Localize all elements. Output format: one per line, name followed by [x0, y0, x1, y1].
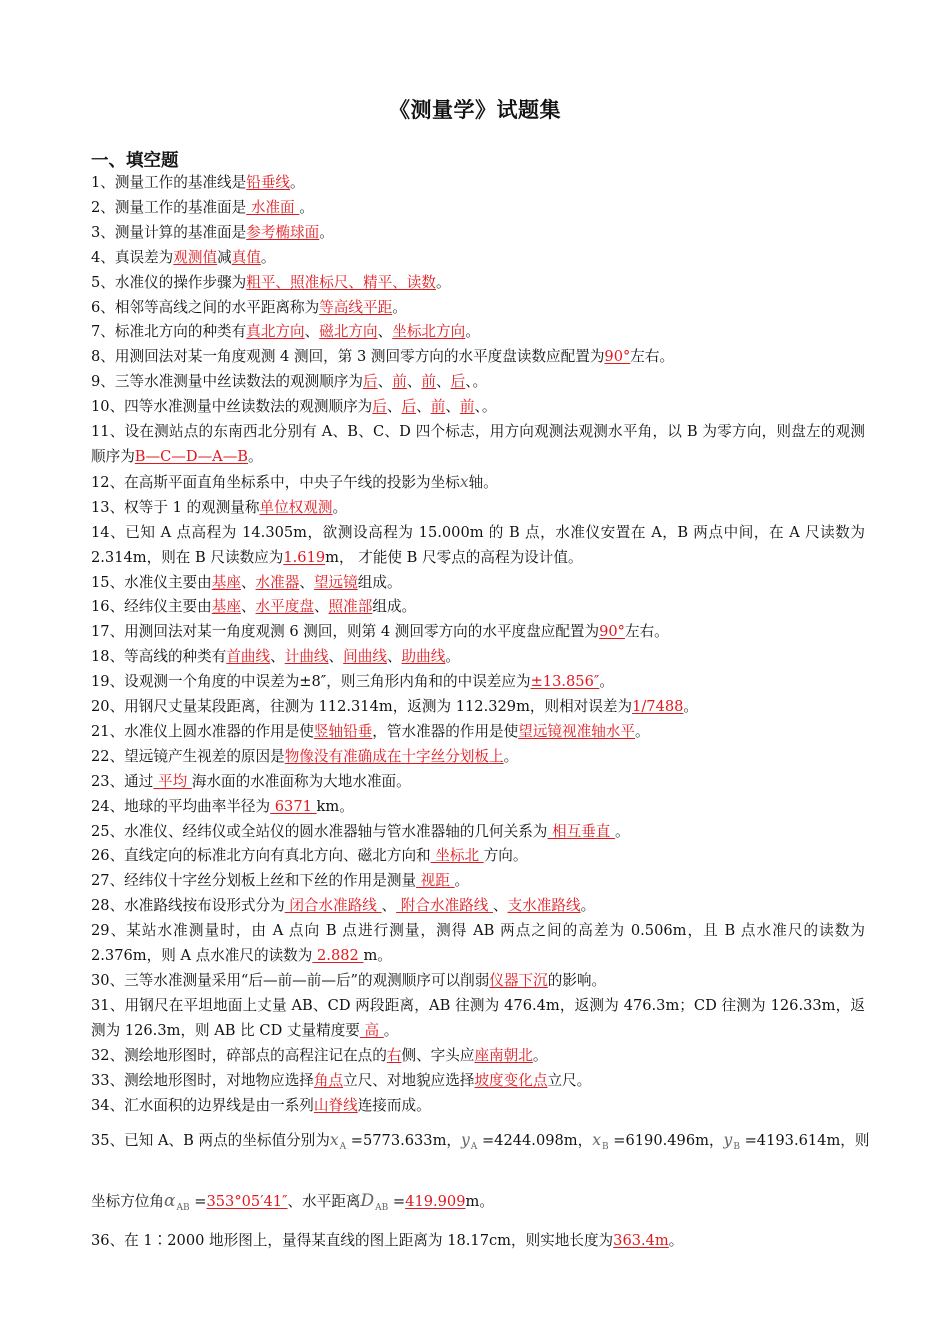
axis-variable: x: [459, 472, 469, 491]
question-6: 6、相邻等高线之间的水平距离称为等高线平距。: [91, 298, 407, 316]
question-34: 34、汇水面积的边界线是由一系列山脊线连接而成。: [91, 1096, 431, 1114]
answer: 90°: [604, 348, 631, 366]
answer: 419.909: [405, 1193, 466, 1211]
coord-x-b: x: [592, 1131, 601, 1150]
question-21: 21、水准仪上圆水准器的作用是使竖轴铅垂，管水准器的作用是使望远镜视准轴水平。: [91, 722, 650, 740]
answer: 水准器: [255, 573, 300, 591]
answer: 等高线平距: [319, 298, 393, 316]
question-10: 10、四等水准测量中丝读数法的观测顺序为后、后、前、前、。: [91, 398, 497, 416]
answer: 基座: [211, 598, 241, 616]
question-23: 23、通过 平均 海水面的水准面称为大地水准面。: [91, 772, 411, 790]
answer: 后: [401, 398, 417, 416]
answer: 参考椭球面: [246, 223, 320, 241]
question-5: 5、水准仪的操作步骤为粗平、照准标尺、精平、读数。: [91, 273, 451, 291]
question-32: 32、测绘地形图时，碎部点的高程注记在点的右侧、字头应座南朝北。: [91, 1046, 548, 1064]
answer: 坐标北: [430, 847, 484, 865]
question-30: 30、三等水准测量采用“后—前—前—后”的观测顺序可以削弱仪器下沉的影响。: [91, 972, 607, 989]
answer: 竖轴铅垂: [313, 722, 373, 740]
answer: 闭合水准路线: [284, 897, 382, 915]
answer: 后: [372, 398, 387, 416]
coord-x-a: x: [329, 1131, 339, 1150]
answer: 真值: [231, 248, 261, 266]
answer: 右: [386, 1046, 402, 1064]
answer: 磁北方向: [319, 323, 378, 341]
question-35-line-2: 坐标方位角$\alpha_{AB} =353^\circ 05'41''$、水平距离$D_{AB} =419.909m$。: [91, 1191, 494, 1214]
answer: 助曲线: [401, 648, 446, 666]
answer: 真北方向: [246, 323, 305, 341]
answer: 前: [421, 373, 437, 391]
question-26: 26、直线定向的标准北方向有真北方向、磁北方向和 坐标北 方向。: [91, 847, 528, 865]
answer: 粗平、照准标尺、精平、读数: [246, 273, 436, 291]
answer: 6371: [270, 797, 317, 815]
answer: ±13.856″: [530, 673, 600, 691]
answer: 单位权观测: [259, 498, 333, 516]
question-19: 19、设观测一个角度的中误差为±8″，则三角形内角和的中误差应为±13.856″。: [91, 673, 614, 691]
coord-y-a: y: [461, 1131, 470, 1150]
answer: 计曲线: [284, 648, 329, 666]
answer: 基座: [211, 573, 241, 591]
section-heading: 一、填空题: [91, 151, 179, 171]
answer: 353°05′41″: [206, 1193, 288, 1211]
answer: 望远镜: [313, 573, 358, 591]
question-14: 14、已知 A 点高程为 14.305m，欲测设高程为 15.000m 的 B 点，水准仪安置在 A，B 两点中间，在 A 尺读数为 2.314m，则在 B 尺读数应为1.619m， 才能使 B 尺零点的高程为设计值。: [91, 523, 865, 566]
distance-symbol: D: [360, 1191, 375, 1212]
question-28: 28、水准路线按布设形式分为 闭合水准路线 、 附合水准路线 、支水准路线。: [91, 897, 596, 915]
answer: 1.619: [283, 548, 326, 566]
answer: 相互垂直: [547, 822, 616, 840]
answer: 90°: [599, 623, 625, 641]
question-list: [91, 171, 870, 1254]
question-1: 1、测量工作的基准线是铅垂线。: [91, 174, 305, 191]
answer: 坐标北方向: [392, 323, 466, 341]
answer: 座南朝北: [474, 1046, 533, 1064]
answer: 后: [450, 373, 466, 391]
question-4: 4、真误差为观测值减真值。: [91, 248, 276, 266]
answer: 坡度变化点: [474, 1071, 548, 1089]
azimuth-symbol: α: [163, 1191, 176, 1212]
answer: 1/7488: [632, 698, 684, 716]
coord-y-b: y: [723, 1131, 733, 1150]
answer: 前: [459, 398, 475, 416]
answer: B—C—D—A—B: [134, 447, 249, 465]
answer: 间曲线: [343, 648, 387, 666]
question-24: 24、地球的平均曲率半径为 6371 km。: [91, 797, 354, 815]
question-25: 25、水准仪、经纬仪或全站仪的圆水准器轴与管水准器轴的几何关系为 相互垂直 。: [91, 822, 630, 840]
answer: 后: [362, 373, 378, 391]
question-9: 9、三等水准测量中丝读数法的观测顺序为后、前、前、后、。: [91, 373, 488, 391]
question-15: 15、水准仪主要由基座、水准器、望远镜组成。: [91, 573, 402, 591]
answer: 水准面: [246, 198, 300, 216]
answer: 高: [359, 1021, 384, 1039]
question-36: 36、在 1∶2000 地形图上，量得某直线的图上距离为 18.17cm，则实地长度为363.4m。: [91, 1232, 684, 1250]
question-7: 7、标准北方向的种类有真北方向、磁北方向、坐标北方向。: [91, 323, 480, 341]
answer: 仪器下沉: [489, 972, 548, 989]
answer: 363.4m: [613, 1232, 669, 1250]
answer: 照准部: [328, 598, 373, 616]
answer: 2.882: [312, 947, 364, 965]
answer: 物像没有准确成在十字丝分划板上: [284, 747, 504, 765]
question-31: 31、用钢尺在平坦地面上丈量 AB、CD 两段距离，AB 往测为 476.4m，返测为 476.3m；CD 往测为 126.33m，返测为 126.3m，则 AB 比 CD 丈量精度要 高 。: [91, 996, 865, 1039]
answer: 支水准路线: [507, 897, 581, 915]
question-12: 12、在高斯平面直角坐标系中，中央子午线的投影为坐标x轴。: [91, 472, 498, 491]
answer: 山脊线: [313, 1096, 358, 1114]
answer: 水平度盘: [255, 598, 314, 616]
answer: 角点: [313, 1071, 344, 1089]
answer: 前: [430, 398, 446, 416]
question-17: 17、用测回法对某一角度观测 6 测回，则第 4 测回零方向的水平度盘应配置为90°左右。: [91, 623, 669, 641]
question-16: 16、经纬仪主要由基座、水平度盘、照准部组成。: [91, 598, 417, 616]
question-20: 20、用钢尺丈量某段距离，往测为 112.314m，返测为 112.329m，则相对误差为1/7488。: [91, 698, 699, 716]
question-13: 13、权等于 1 的观测量称单位权观测。: [91, 498, 348, 516]
answer: 望远镜视准轴水平: [518, 722, 635, 740]
document-title: 《测量学》试题集: [389, 97, 561, 122]
question-18: 18、等高线的种类有首曲线、计曲线、间曲线、助曲线。: [91, 648, 460, 666]
question-27: 27、经纬仪十字丝分划板上丝和下丝的作用是测量 视距 。: [91, 872, 470, 890]
answer: 视距: [416, 872, 455, 890]
answer: 前: [392, 373, 407, 391]
question-29: 29、某站水准测量时，由 A 点向 B 点进行测量，测得 AB 两点之间的高差为 0.506m，且 B 点水准尺的读数为 2.376m，则 A 点水准尺的读数为 2.882 m。: [91, 922, 865, 965]
question-2: 2、测量工作的基准面是 水准面 。: [91, 198, 314, 216]
question-8: 8、用测回法对某一角度观测 4 测回，第 3 测回零方向的水平度盘读数应配置为90°左右。: [91, 348, 675, 366]
answer: 观测值: [173, 248, 218, 266]
question-33: 33、测绘地形图时，对地物应选择角点立尺、对地貌应选择坡度变化点立尺。: [91, 1071, 592, 1089]
question-11: 11、设在测站点的东南西北分别有 A、B、C、D 四个标志，用方向观测法观测水平角，以 B 为零方向，则盘左的观测顺序为B—C—D—A—B。: [91, 423, 865, 465]
answer: 首曲线: [226, 648, 271, 666]
question-3: 3、测量计算的基准面是参考椭球面。: [91, 223, 334, 241]
answer: 附合水准路线: [396, 897, 493, 915]
answer: 平均: [153, 772, 192, 790]
question-22: 22、望远镜产生视差的原因是物像没有准确成在十字丝分划板上。: [91, 747, 519, 765]
answer: 铅垂线: [246, 174, 291, 191]
question-35-line-1: 35、已知 A、B 两点的坐标值分别为$x_A =5773.633m$，$y_A =4244.098m$，$x_B =6190.496m$，$y_B =4193.614m$，则: [91, 1131, 870, 1153]
